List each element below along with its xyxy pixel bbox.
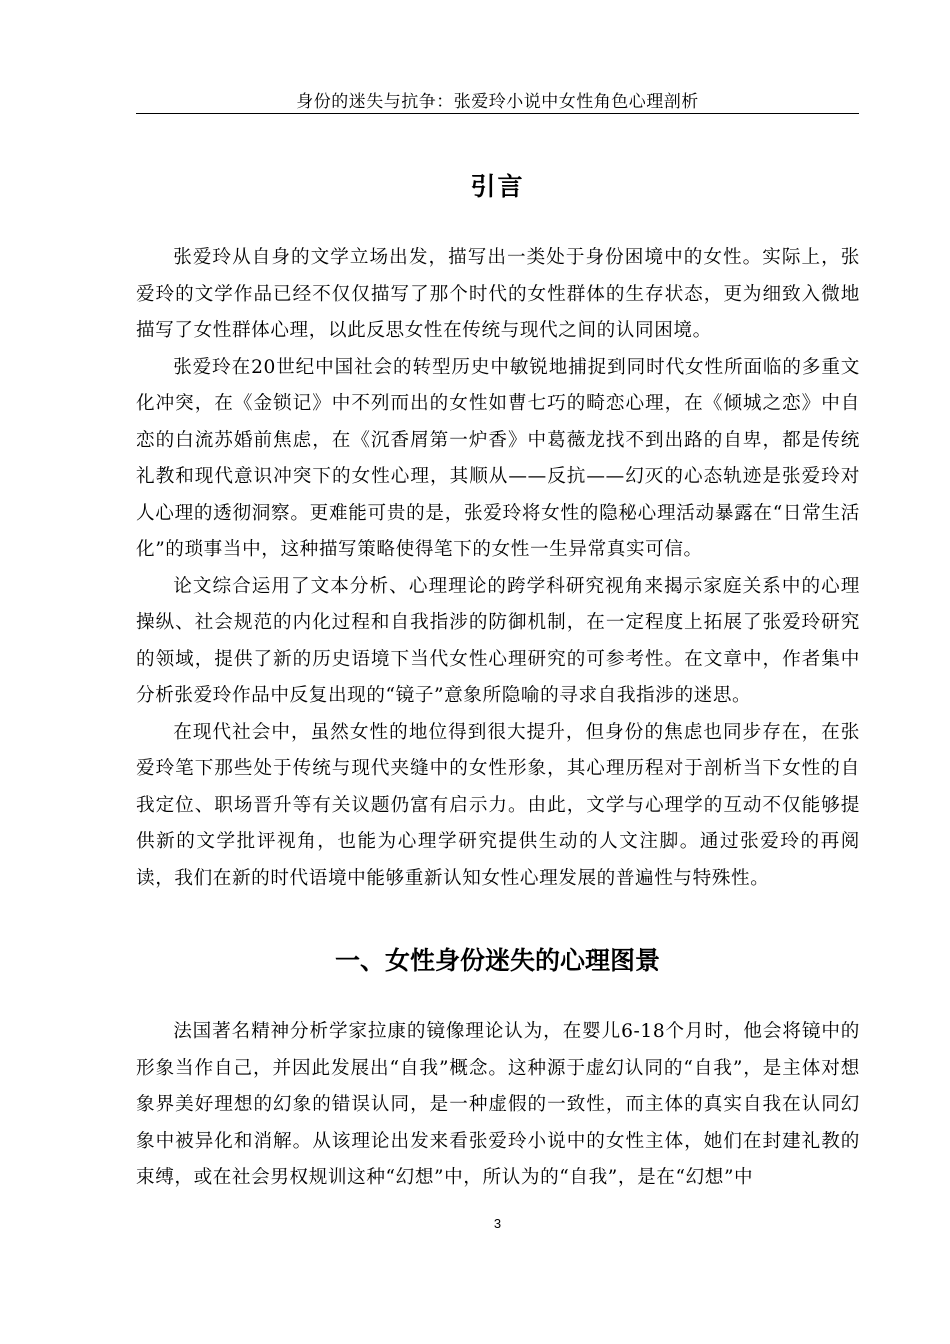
intro-heading: 引言 bbox=[470, 172, 525, 201]
header-rule bbox=[136, 113, 859, 114]
intro-paragraph: 论文综合运用了文本分析、心理理论的跨学科研究视角来揭示家庭关系中的心理操纵、社会规范的内化过程和自我指涉的防御机制，在一定程度上拓展了张爱玲研究的领域，提供了新的历史语境下当代女性心理研究的可参考性。在文章中，作者集中分析张爱玲作品中反复出现的“镜子”意象所隐喻的寻求自我指涉的迷思。 bbox=[136, 575, 860, 706]
intro-paragraph: 在现代社会中，虽然女性的地位得到很大提升，但身份的焦虑也同步存在，在张爱玲笔下那些处于传统与现代夹缝中的女性形象，其心理历程对于剖析当下女性的自我定位、职场晋升等有关议题仍富有启示力。由此，文学与心理学的互动不仅能够提供新的文学批评视角，也能为心理学研究提供生动的人文注脚。通过张爱玲的再阅读，我们在新的时代语境中能够重新认知女性心理发展的普遍性与特殊性。 bbox=[136, 721, 860, 889]
section-1-body bbox=[136, 1014, 860, 1197]
section-1-heading: 一、女性身份迷失的心理图景 bbox=[334, 946, 660, 975]
section-1-paragraph: 法国著名精神分析学家拉康的镜像理论认为，在婴儿6-18个月时，他会将镜中的形象当作自己，并因此发展出“自我”概念。这种源于虚幻认同的“自我”，是主体对想象界美好理想的幻象的错误认同，是一种虚假的一致性，而主体的真实自我在认同幻象中被异化和消解。从该理论出发来看张爱玲小说中的女性主体，她们在封建礼教的束缚，或在社会男权规训这种“幻想”中，所认为的“自我”，是在“幻想”中 bbox=[136, 1021, 860, 1188]
running-header: 身份的迷失与抗争：张爱玲小说中女性角色心理剖析 bbox=[296, 92, 699, 112]
intro-paragraph: 张爱玲在20世纪中国社会的转型历史中敏锐地捕捉到同时代女性所面临的多重文化冲突，在《金锁记》中不列而出的女性如曹七巧的畸恋心理，在《倾城之恋》中自恋的白流苏婚前焦虑，在《沉香屑第一炉香》中葛薇龙找不到出路的自卑，都是传统礼教和现代意识冲突下的女性心理，其顺从——反抗——幻灭的心态轨迹是张爱玲对人心理的透彻洞察。更难能可贵的是，张爱玲将女性的隐秘心理活动暴露在“日常生活化”的琐事当中，这种描写策略使得笔下的女性一生异常真实可信。 bbox=[136, 356, 860, 560]
intro-paragraph: 张爱玲从自身的文学立场出发，描写出一类处于身份困境中的女性。实际上，张爱玲的文学作品已经不仅仅描写了那个时代的女性群体的生存状态，更为细致入微地描写了女性群体心理，以此反思女性在传统与现代之间的认同困境。 bbox=[136, 247, 860, 341]
intro-body bbox=[136, 240, 860, 897]
page-number: 3 bbox=[493, 1216, 502, 1231]
